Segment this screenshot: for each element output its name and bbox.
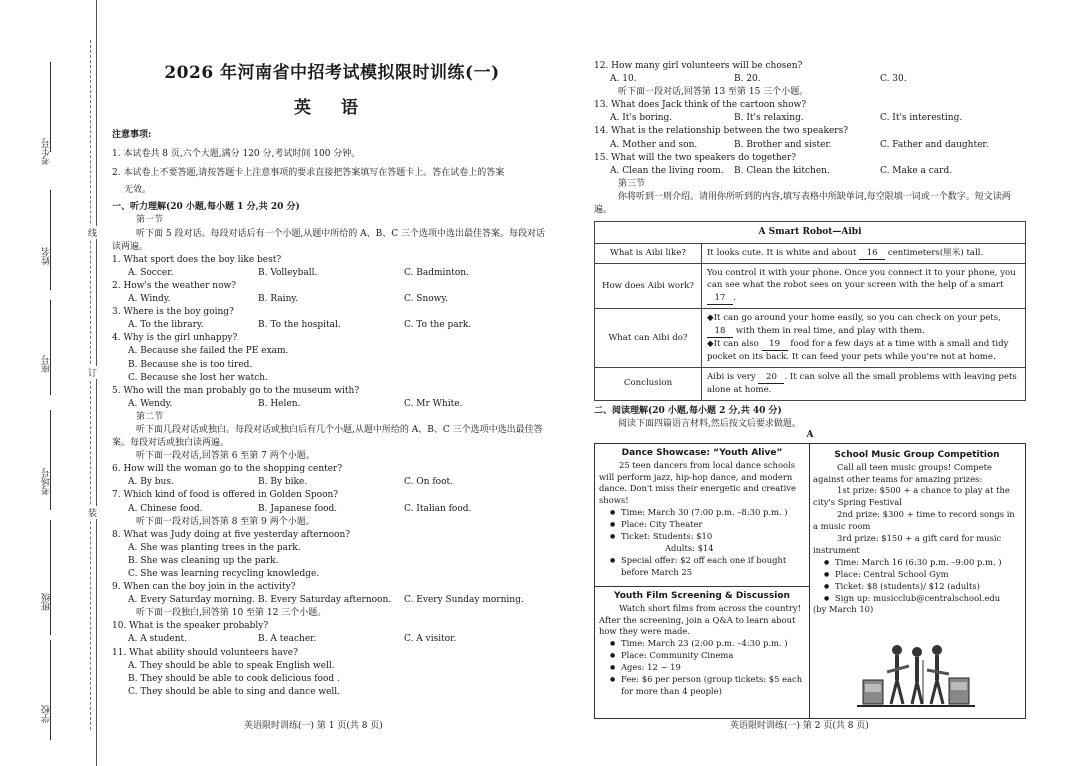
cell-text: . xyxy=(733,292,736,303)
question-3: 3. Where is the boy going? xyxy=(112,307,234,318)
option: A. By bus. xyxy=(128,477,174,488)
cut-line xyxy=(90,40,91,730)
subject-title: 英 语 xyxy=(294,98,370,118)
option: C. Italian food. xyxy=(404,503,472,514)
note-1: 1. 本试卷共 8 页,六个大题,满分 120 分,考试时间 100 分钟。 xyxy=(112,149,361,160)
part-3-instructions: 你将听到一则介绍。请用你所听到的内容,填写表格中所缺单词,每空限填一词或一个数字。短文读两遍。 xyxy=(594,191,1011,216)
music-deadline: (by March 10) xyxy=(813,604,874,615)
option: C. To the park. xyxy=(404,320,472,331)
question-2: 2. How's the weather now? xyxy=(112,280,237,291)
table-cell xyxy=(702,309,1026,368)
option: C. Badminton. xyxy=(404,267,469,278)
music-prize-1: 1st prize: $500 + a chance to play at the city's Spring Festival xyxy=(813,485,1010,508)
option: A. Every Saturday morning. xyxy=(128,595,256,606)
blank-16[interactable]: 16 xyxy=(859,247,885,260)
option: B. 20. xyxy=(734,74,761,85)
section-2-instructions: 阅读下面四篇语言材料,然后按文后要求做题。 xyxy=(618,418,801,429)
passage-label: A xyxy=(806,429,814,440)
question-13-options xyxy=(594,112,1026,125)
question-1-options xyxy=(112,267,552,280)
cell-text: You control it with your phone. Once you connect it to your phone, you can see what the robot sees on your screen with the help of a smart xyxy=(707,267,1016,291)
option: B. Helen. xyxy=(258,398,301,409)
option: B. She was cleaning up the park. xyxy=(128,555,279,566)
blank-19[interactable]: 19 xyxy=(762,338,788,351)
passage-a-box xyxy=(594,443,1026,719)
dance-ticket-adults: Adults: $14 xyxy=(665,542,714,553)
question-5: 5. Who will the man probably go to the museum with? xyxy=(112,385,360,396)
question-6-options xyxy=(112,476,552,489)
option: B. It's relaxing. xyxy=(734,113,804,124)
binding-label-5: 班级 xyxy=(42,593,52,611)
note-2: 2. 本试卷上不要答题,请按答题卡上注意事项的要求直接把答案填写在答题卡上。答在试卷上的答案 xyxy=(112,168,505,179)
option: A. 10. xyxy=(610,74,637,85)
cell-text: ◆It can also xyxy=(707,338,759,349)
option: A. Windy. xyxy=(128,294,171,305)
page-1-footer: 英语限时训练(一) 第 1 页(共 8 页) xyxy=(244,721,383,731)
question-15-options xyxy=(594,165,1026,178)
option: A. Soccer. xyxy=(128,267,174,278)
blank-17[interactable]: 17 xyxy=(707,292,733,305)
cell-text: It looks cute. It is white and about xyxy=(707,247,857,258)
dance-ticket: ● Ticket: Students: $10 xyxy=(599,531,805,543)
question-8: 8. What was Judy doing at five yesterday afternoon? xyxy=(112,529,351,540)
page-2-footer: 英语限时训练(一) 第 2 页(共 8 页) xyxy=(730,721,869,731)
option: B. Volleyball. xyxy=(258,267,318,278)
table-cell xyxy=(702,263,1026,308)
part-1-heading: 第一节 xyxy=(136,215,164,226)
option: C. Mr White. xyxy=(404,398,463,409)
question-12-options xyxy=(594,73,1026,86)
blank-18[interactable]: 18 xyxy=(707,325,733,338)
binding-label-2: 姓名 xyxy=(42,247,52,265)
fill-line-5 xyxy=(50,520,51,635)
option: B. Clean the kitchen. xyxy=(734,165,830,176)
question-11: 11. What ability should volunteers have? xyxy=(112,647,298,658)
question-13: 13. What does Jack think of the cartoon show? xyxy=(594,100,807,111)
question-2-options xyxy=(112,293,552,306)
table-label: How does Aibi work? xyxy=(595,263,702,308)
question-1: 1. What sport does the boy like best? xyxy=(112,254,282,265)
dance-title: Dance Showcase: “Youth Alive” xyxy=(621,447,783,458)
film-time: ● Time: March 23 (2:00 p.m. –4:30 p.m. ) xyxy=(599,638,805,650)
option: B. Rainy. xyxy=(258,294,299,305)
question-12: 12. How many girl volunteers will be chosen? xyxy=(594,61,803,71)
option: A. She was planting trees in the park. xyxy=(128,542,301,553)
option: B. A teacher. xyxy=(258,634,317,645)
dance-time: ● Time: March 30 (7:00 p.m. –8:30 p.m. ) xyxy=(599,507,805,519)
option: C. Because she lost her watch. xyxy=(128,372,268,383)
question-7-options xyxy=(112,503,552,516)
option: C. 30. xyxy=(880,74,907,85)
part-1-instructions: 听下面 5 段对话。每段对话后有一个小题,从题中所给的 A、B、C 三个选项中选出最佳答案。每段对话读两遍。 xyxy=(112,228,546,252)
divider xyxy=(595,586,809,587)
table-label: What can Aibi do? xyxy=(595,309,702,368)
binding-label-1: 考生号 xyxy=(42,138,52,165)
section-1-heading: 一、听力理解(20 小题,每小题 1 分,共 20 分) xyxy=(112,202,300,213)
option: A. A student. xyxy=(128,634,187,645)
cell-text: centimeters(厘米) tall. xyxy=(887,247,984,258)
option: C. They should be able to sing and dance well. xyxy=(128,686,341,697)
blank-20[interactable]: 20 xyxy=(758,371,784,384)
film-body: Watch short films from across the country! After the screening, join a Q&A to learn about how they were made. xyxy=(599,602,802,637)
cell-text: . It can solve all the small problems with leaving pets alone at home. xyxy=(707,371,1017,396)
question-6: 6. How will the woman go to the shopping center? xyxy=(112,464,343,475)
fill-line-6 xyxy=(50,640,51,740)
question-9: 9. When can the boy join in the activity? xyxy=(112,582,296,593)
seal-char-bind: 装 xyxy=(86,508,96,517)
film-title: Youth Film Screening & Discussion xyxy=(614,590,790,601)
table-cell xyxy=(702,243,1026,263)
option: A. It's boring. xyxy=(610,113,673,124)
option: C. A visitor. xyxy=(404,634,457,645)
binding-label-3: 座号 xyxy=(42,355,52,373)
option: B. To the hospital. xyxy=(258,320,341,331)
table-label: What is Aibi like? xyxy=(595,243,702,263)
table-label: Conclusion xyxy=(595,367,702,400)
option: B. Japanese food. xyxy=(258,503,338,514)
table-title: A Smart Robot—Aibi xyxy=(595,222,1026,243)
question-3-options xyxy=(112,319,552,332)
option: C. Make a card. xyxy=(880,165,953,176)
question-15: 15. What will the two speakers do together? xyxy=(594,152,797,163)
option: B. Every Saturday afternoon. xyxy=(258,595,392,606)
option: A. Chinese food. xyxy=(128,503,203,514)
robot-table xyxy=(594,221,1026,400)
question-14: 14. What is the relationship between the two speakers? xyxy=(594,126,849,137)
notes-heading: 注意事项: xyxy=(112,130,152,140)
music-time: ● Time: March 16 (6:30 p.m. –9:00 p.m. ) xyxy=(813,557,1021,569)
option: A. They should be able to speak English well. xyxy=(128,660,335,671)
binding-line xyxy=(96,0,97,766)
option: A. Mother and son. xyxy=(610,139,698,150)
part-2-heading: 第二节 xyxy=(136,411,164,422)
part-2-instructions: 听下面几段对话或独白。每段对话或独白后有几个小题,从题中所给的 A、B、C 三个选项中选出最佳答案。每段对话或独白读两遍。 xyxy=(112,424,543,449)
question-14-options xyxy=(594,139,1026,152)
fill-line-3 xyxy=(50,300,51,395)
cell-text: Aibi is very xyxy=(707,371,756,382)
option: C. On foot. xyxy=(404,477,453,488)
question-10-options xyxy=(112,633,552,646)
fill-line-4 xyxy=(50,410,51,510)
left-page xyxy=(112,62,552,699)
cell-text: with them in real time, and play with them. xyxy=(735,325,925,336)
music-place: ● Place: Central School Gym xyxy=(813,569,1021,581)
dialogue-intro-13: 听下面一段对话,回答第 13 至第 15 三个小题。 xyxy=(618,87,809,98)
monologue-intro-10: 听下面一段独白,回答第 10 至第 12 三个小题。 xyxy=(136,608,327,619)
option: C. She was learning recycling knowledge. xyxy=(128,569,320,579)
option: C. Snowy. xyxy=(404,294,449,305)
dialogue-intro-8: 听下面一段对话,回答第 8 至第 9 两个小题。 xyxy=(136,516,315,527)
question-10: 10. What is the speaker probably? xyxy=(112,621,269,632)
exam-title: 2026 年河南省中招考试模拟限时训练(一) xyxy=(164,63,500,83)
film-place: ● Place: Community Cinema xyxy=(599,650,805,662)
film-ages: ● Ages: 12 ~ 19 xyxy=(599,662,805,674)
seal-char-order: 订 xyxy=(86,368,96,377)
question-4: 4. Why is the girl unhappy? xyxy=(112,333,238,344)
music-prize-3: 3rd prize: $150 + a gift card for music instrument xyxy=(813,533,1002,555)
option: A. Wendy. xyxy=(128,398,173,409)
binding-label-4: 考场号 xyxy=(42,468,52,495)
table-cell xyxy=(702,367,1026,400)
option: C. It's interesting. xyxy=(880,113,963,124)
option: A. To the library. xyxy=(128,320,204,331)
dance-place: ● Place: City Theater xyxy=(599,519,805,531)
music-signup: ● Sign up: musicclub@centralschool.edu xyxy=(813,593,1021,605)
section-2-heading: 二、阅读理解(20 小题,每小题 2 分,共 40 分) xyxy=(594,405,782,416)
film-screening xyxy=(599,591,805,698)
band-illustration xyxy=(857,640,975,712)
cell-text: food for a few days at a time with a small and tidy pocket on its back. It can feed your pets while you're not at home. xyxy=(707,338,1009,363)
dance-offer: ● Special offer: $2 off each one if bought before March 25 xyxy=(599,555,805,579)
dance-showcase xyxy=(599,448,805,579)
option: C. Every Sunday morning. xyxy=(404,595,524,606)
option: C. Father and daughter. xyxy=(880,139,989,150)
option: B. By bike. xyxy=(258,477,308,488)
option: A. Because she failed the PE exam. xyxy=(128,346,289,357)
dialogue-intro-6: 听下面一段对话,回答第 6 至第 7 两个小题。 xyxy=(136,451,315,462)
divider xyxy=(809,444,810,718)
film-fee: ● Fee: $6 per person (group tickets: $5 each for more than 4 people) xyxy=(599,674,805,698)
note-2-cont: 无效。 xyxy=(124,185,152,196)
fill-line-2 xyxy=(50,190,51,290)
cell-text: ◆It can go around your home easily, so you can check on your pets, xyxy=(707,313,1001,324)
part-3-heading: 第三节 xyxy=(618,178,646,189)
question-9-options xyxy=(112,594,552,607)
question-7: 7. Which kind of food is offered in Golden Spoon? xyxy=(112,490,339,501)
seal-char-line: 线 xyxy=(86,228,96,237)
music-body: Call all teen music groups! Compete against other teams for amazing prizes: xyxy=(813,461,992,484)
option: A. Clean the living room. xyxy=(610,165,724,176)
question-5-options xyxy=(112,398,552,411)
music-competition xyxy=(813,450,1021,617)
music-ticket: ● Ticket: $8 (students)/ $12 (adults) xyxy=(813,581,1021,593)
dance-body: 25 teen dancers from local dance schools will perform jazz, hip-hop dance, and modern dance. Don't miss their energetic and creative shows! xyxy=(599,459,796,506)
option: B. Because she is too tired. xyxy=(128,359,253,370)
option: B. Brother and sister. xyxy=(734,139,832,150)
binding-margin xyxy=(0,0,100,766)
option: B. They should be able to cook delicious food . xyxy=(128,673,340,684)
music-prize-2: 2nd prize: $300 + time to record songs in a music room xyxy=(813,509,1015,532)
music-title: School Music Group Competition xyxy=(834,449,1000,460)
binding-label-6: 学校 xyxy=(42,705,52,723)
right-page xyxy=(594,60,1026,719)
